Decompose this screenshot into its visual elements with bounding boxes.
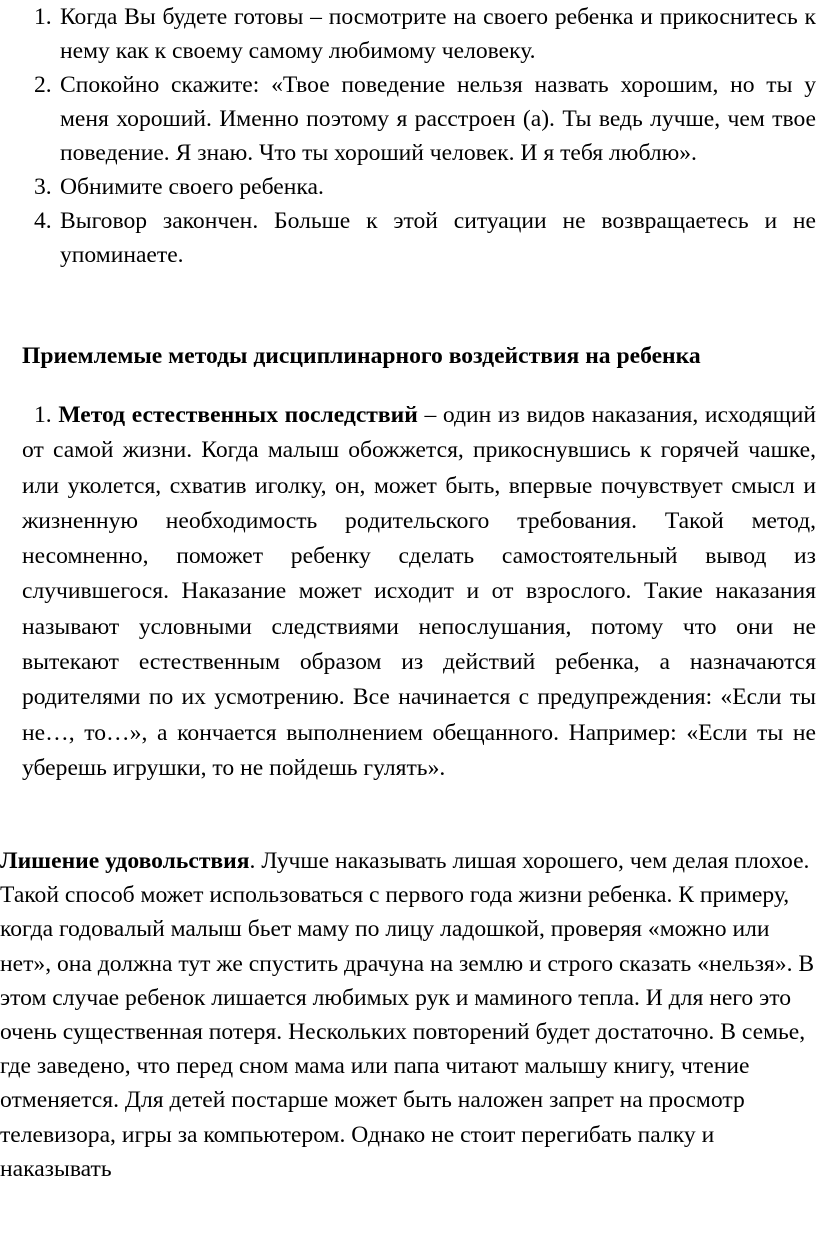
list-item-number: 2. xyxy=(34,72,52,98)
method-number: 1. xyxy=(34,402,52,428)
list-item-number: 1. xyxy=(34,4,52,30)
list-item xyxy=(16,170,816,204)
list-item-text: Когда Вы будете готовы – посмотрите на своего ребенка и прикоснитесь к нему как к своему самому любимому человеку. xyxy=(60,4,816,64)
list-item-text: Спокойно скажите: «Твое поведение нельзя назвать хорошим, но ты у меня хороший. Именно поэтому я расстроен (а). Ты ведь лучше, чем твое поведение. Я знаю. Что ты хороший человек. И я тебя люблю». xyxy=(60,72,816,166)
section-heading: Приемлемые методы дисциплинарного воздействия на ребенка xyxy=(22,343,701,369)
list-item xyxy=(16,0,816,68)
method-term: Метод естественных последствий xyxy=(58,402,418,428)
steps-list xyxy=(16,0,816,272)
list-item-number: 4. xyxy=(34,208,52,234)
list-item xyxy=(16,68,816,170)
method-text: – один из видов наказания, исходящий от самой жизни. Когда малыш обожжется, прикоснувшись к горячей чашке, или уколется, схватив иголку, он, может быть, впервые почувствует смысл и жизненную необходимость родительского требования. Такой метод, несомненно, поможет ребенку сделать самостоятельный вывод из случившегося. Наказание может исходит и от взрослого. Такие наказания называют условными следствиями непослушания, потому что они не вытекают естественным образом из действий ребенка, а назначаются родителями по их усмотрению. Все начинается с предупреждения: «Если ты не…, то…», а кончается выполнением обещанного. Например: «Если ты не уберешь игрушки, то не пойдешь гулять». xyxy=(22,402,816,781)
deprivation-paragraph xyxy=(0,844,816,1186)
list-item-text: Обнимите своего ребенка. xyxy=(60,174,324,200)
list-item xyxy=(16,204,816,272)
deprivation-term: Лишение удовольствия xyxy=(0,848,250,874)
method-paragraph xyxy=(22,398,816,786)
list-item-number: 3. xyxy=(34,174,52,200)
list-item-text: Выговор закончен. Больше к этой ситуации не возвращаетесь и не упоминаете. xyxy=(60,208,816,268)
deprivation-text: . Лучше наказывать лишая хорошего, чем делая плохое. Такой способ может использоваться с первого года жизни ребенка. К примеру, когда годовалый малыш бьет маму по лицу ладошкой, проверяя «можно или нет», она должна тут же спустить драчуна на землю и строго сказать «нельзя». В этом случае ребенок лишается любимых рук и маминого тепла. И для него это очень существенная потеря. Нескольких повторений будет достаточно. В семье, где заведено, что перед сном мама или папа читают малышу книгу, чтение отменяется. Для детей постарше может быть наложен запрет на просмотр телевизора, игры за компьютером. Однако не стоит перегибать палку и наказывать xyxy=(0,848,815,1182)
